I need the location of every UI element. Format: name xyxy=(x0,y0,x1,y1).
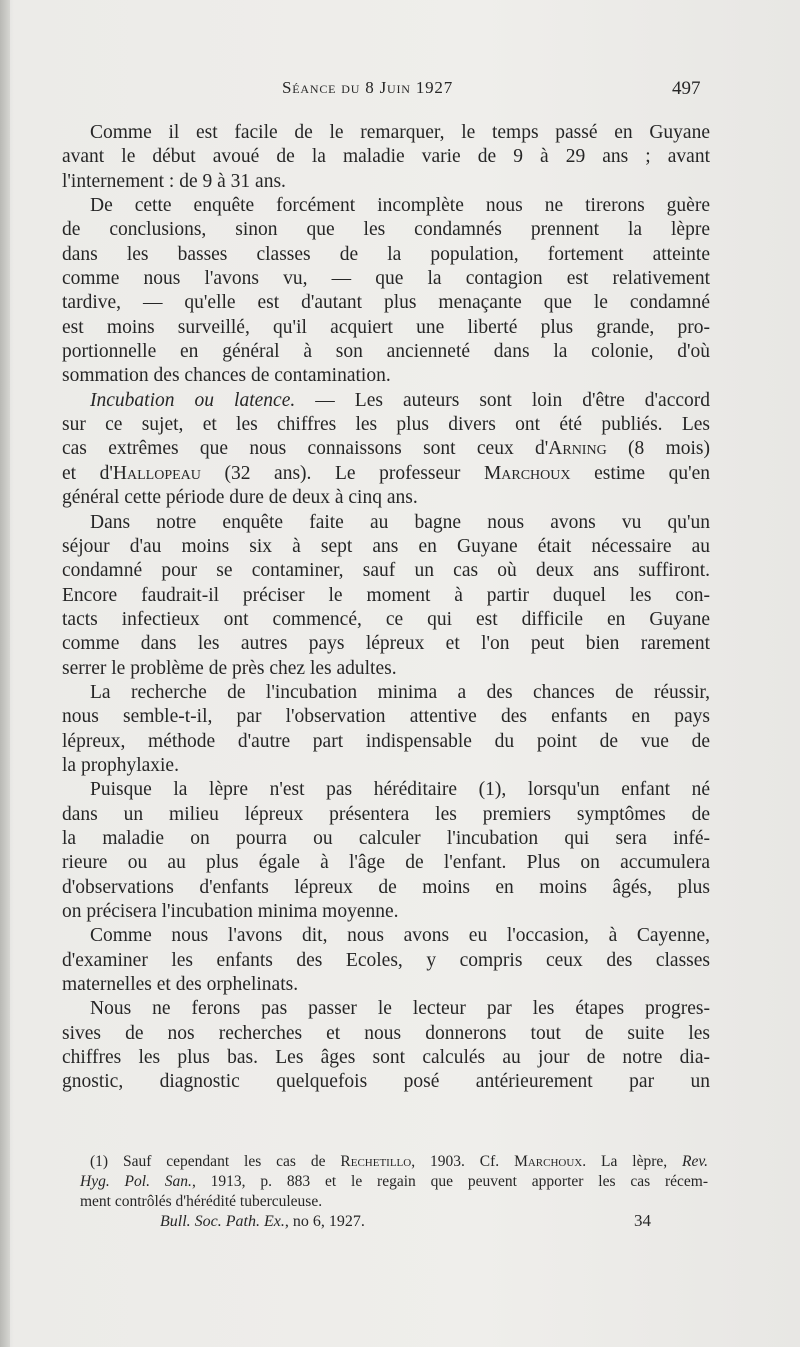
page-header xyxy=(0,78,800,108)
body-text-line: d'examiner les enfants des Ecoles, y compris ceux des classes xyxy=(62,949,710,971)
body-text-line: tardive, — qu'elle est d'autant plus menaçante que le condamné xyxy=(62,292,710,314)
author-name: Rechetillo xyxy=(340,1153,412,1170)
body-text-line: est moins surveillé, qu'il acquiert une liberté plus grande, pro- xyxy=(62,316,710,338)
running-head: Séance du 8 Juin 1927 xyxy=(282,78,454,97)
body-text-line: la prophylaxie. xyxy=(62,754,179,776)
text-segment: cas extrêmes que nous connaissons sont ceux d' xyxy=(62,438,549,460)
body-text-line: Comme il est facile de le remarquer, le temps passé en Guyane xyxy=(90,122,710,143)
author-name: Marchoux xyxy=(483,462,571,484)
author-name: Hallopeau xyxy=(112,462,201,484)
body-text-line xyxy=(62,462,710,486)
body-text-line: de conclusions, sinon que les condamnés prennent la lèpre xyxy=(62,219,710,241)
text-segment: (1) Sauf cependant les cas de xyxy=(90,1153,341,1170)
body-text-line: comme dans les autres pays lépreux et l'on peut bien rarement xyxy=(62,633,710,655)
body-text-line: sives de nos recherches et nous donnerons tout de suite les xyxy=(62,1022,710,1044)
body-text-line: Dans notre enquête faite au bagne nous avons vu qu'un xyxy=(90,511,710,533)
body-text-line: rieure ou au plus égale à l'âge de l'enfant. Plus on accumulera xyxy=(62,852,710,874)
text-segment: (32 ans). Le professeur xyxy=(200,462,484,484)
body-text-line: gnostic, diagnostic quelquefois posé antérieurement par un xyxy=(62,1071,710,1093)
italic-text: Incubation ou latence. xyxy=(90,389,296,411)
page-binding-shadow xyxy=(0,0,10,1347)
author-name: Marchoux xyxy=(514,1153,583,1170)
body-text-line: l'internement : de 9 à 31 ans. xyxy=(62,170,286,192)
body-text-line: d'observations d'enfants lépreux de moins en moins âgés, plus xyxy=(62,876,710,898)
body-text-line: La recherche de l'incubation minima a des chances de réussir, xyxy=(90,681,710,703)
body-text-line xyxy=(62,389,710,413)
body-text-line: la maladie on pourra ou calculer l'incubation qui sera infé- xyxy=(62,827,710,849)
body-text-line: Encore faudrait-il préciser le moment à partir duquel les con- xyxy=(62,584,710,606)
footnote-line: ment contrôlés d'hérédité tuberculeuse. xyxy=(80,1193,323,1210)
text-segment: et d' xyxy=(62,462,113,484)
text-segment: estime qu'en xyxy=(570,462,710,484)
body-text-line: général cette période dure de deux à cinq ans. xyxy=(62,487,418,509)
body-text-line: avant le début avoué de la maladie varie de 9 à 29 ans ; avant xyxy=(62,146,710,168)
text-segment: (8 mois) xyxy=(606,438,710,460)
body-text-line: sur ce sujet, et les chiffres les plus divers ont été publiés. Les xyxy=(62,414,710,436)
body-text-line: serrer le problème de près chez les adultes. xyxy=(62,657,397,679)
footnotes xyxy=(80,1152,708,1212)
body-text-line: tacts infectieux ont commencé, ce qui est difficile en Guyane xyxy=(62,608,710,630)
text-segment: , 1913, p. 883 et le regain que peuvent apporter les cas récem- xyxy=(191,1173,708,1190)
journal-name: Bull. Soc. Path. Ex. xyxy=(160,1213,285,1230)
text-segment: — Les auteurs sont loin d'être d'accord xyxy=(295,389,710,411)
journal-separator: , xyxy=(284,1213,293,1230)
body-text-line: Nous ne ferons pas passer le lecteur par les étapes progres- xyxy=(90,998,710,1020)
body-text-line: De cette enquête forcément incomplète nous ne tirerons guère xyxy=(90,195,710,217)
page-number: 497 xyxy=(672,78,701,99)
body-text-line: portionnelle en général à son ancienneté dans la colonie, d'où xyxy=(62,341,710,363)
body-text-line: nous semble-t-il, par l'observation attentive des enfants en pays xyxy=(62,706,710,728)
body-text-line xyxy=(62,437,710,461)
journal-issue: no 6, 1927. xyxy=(292,1213,365,1230)
author-name: Arning xyxy=(548,438,607,460)
text-segment: , 1903. Cf. xyxy=(411,1153,515,1170)
body-text-line: condamné pour se contaminer, sauf un cas où deux ans suffiront. xyxy=(62,560,710,582)
italic-text: Rev. xyxy=(682,1153,708,1170)
body-text-line: séjour d'au moins six à sept ans en Guyane était nécessaire au xyxy=(62,535,710,557)
body-text-line: on précisera l'incubation minima moyenne. xyxy=(62,901,399,922)
body-text-line: chiffres les plus bas. Les âges sont calculés au jour de notre dia- xyxy=(62,1047,710,1069)
body-text-line: Comme nous l'avons dit, nous avons eu l'occasion, à Cayenne, xyxy=(90,925,710,947)
footnote-line xyxy=(80,1152,708,1172)
italic-text: Hyg. Pol. San. xyxy=(80,1173,192,1190)
sheet-number: 34 xyxy=(634,1211,651,1230)
body-text xyxy=(62,121,710,1095)
body-text-line: dans les basses classes de la population, fortement atteinte xyxy=(62,243,710,265)
journal-signature xyxy=(160,1213,365,1231)
body-text-line: maternelles et des orphelinats. xyxy=(62,974,299,996)
body-text-line: comme nous l'avons vu, — que la contagion est relativement xyxy=(62,268,710,290)
body-text-line: lépreux, méthode d'autre part indispensable du point de vue de xyxy=(62,730,710,752)
footnote-line xyxy=(80,1172,708,1192)
body-text-line: Puisque la lèpre n'est pas héréditaire (1), lorsqu'un enfant né xyxy=(90,779,710,801)
body-text-line: dans un milieu lépreux présentera les premiers symptômes de xyxy=(62,803,710,825)
text-segment: . La lèpre, xyxy=(582,1153,683,1170)
body-text-line: sommation des chances de contamination. xyxy=(62,365,391,387)
